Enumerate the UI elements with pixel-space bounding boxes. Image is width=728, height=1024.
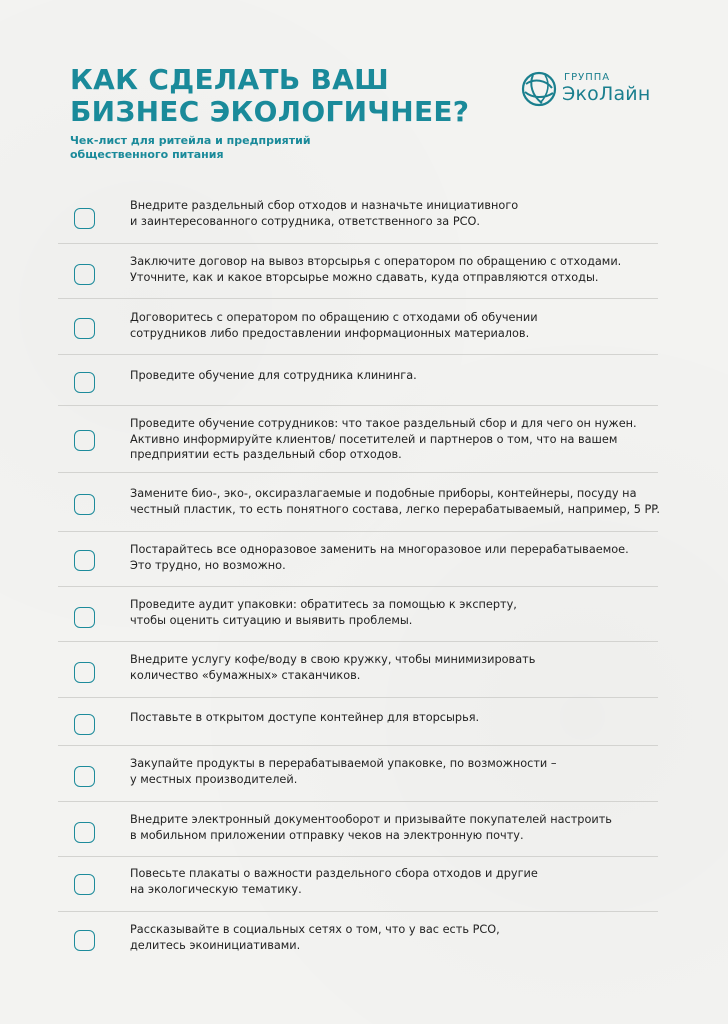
company-logo — [520, 70, 670, 110]
checklist-item-text — [130, 254, 622, 285]
checklist-item-line: предприятии есть раздельный сбор отходов. — [130, 448, 402, 461]
checklist-item-line: Внедрите услугу кофе/воду в свою кружку, чтобы минимизировать — [130, 653, 536, 666]
checklist-item-text — [130, 812, 612, 843]
checklist-item-line: Заключите договор на вывоз вторсырья с оператором по обращению с отходами. — [130, 255, 622, 268]
checklist-item-text — [130, 310, 600, 341]
checklist-item-line: Проведите обучение для сотрудника клининга. — [130, 369, 417, 382]
checklist-checkbox[interactable] — [74, 430, 95, 451]
checklist-checkbox[interactable] — [74, 494, 95, 515]
checklist-checkbox[interactable] — [74, 264, 95, 285]
checklist-checkbox[interactable] — [74, 550, 95, 571]
checklist-checkbox[interactable] — [74, 372, 95, 393]
checklist-item-line: Поставьте в открытом доступе контейнер для вторсырья. — [130, 711, 480, 724]
subtitle-line-1: Чек-лист для ритейла и предприятий — [70, 134, 311, 147]
checklist-divider — [58, 856, 658, 857]
checklist-item-line: честный пластик, то есть понятного состава, легко перерабатываемый, например, 5 PP. — [130, 502, 660, 516]
checklist-item-line: Внедрите раздельный сбор отходов и назначьте инициативного — [130, 199, 519, 212]
checklist-item-line: сотрудников либо предоставлении информационных материалов. — [130, 326, 530, 340]
checklist-item-line: количество «бумажных» стаканчиков. — [130, 668, 361, 682]
checklist-item-text — [130, 710, 600, 726]
checklist-divider — [58, 354, 658, 355]
checklist-item-text — [130, 652, 600, 683]
checklist-item-text — [130, 597, 600, 628]
checklist-divider — [58, 697, 658, 698]
checklist-divider — [58, 911, 658, 912]
page-title — [70, 64, 469, 128]
checklist-divider — [58, 298, 658, 299]
checklist-divider — [58, 641, 658, 642]
checklist-divider — [58, 243, 658, 244]
checklist-item-line: Активно информируйте клиентов/ посетителей и партнеров о том, что на вашем — [130, 432, 618, 446]
checklist-checkbox[interactable] — [74, 662, 95, 683]
checklist-checkbox[interactable] — [74, 208, 95, 229]
checklist-item-line: и заинтересованного сотрудника, ответственного за РСО. — [130, 214, 480, 228]
checklist-divider — [58, 405, 658, 406]
checklist-item-line: Замените био-, эко-, оксиразлагаемые и подобные приборы, контейнеры, посуду на — [130, 487, 637, 500]
checklist-checkbox[interactable] — [74, 766, 95, 787]
checklist-item-line: чтобы оценить ситуацию и выявить проблемы. — [130, 613, 413, 627]
page-subtitle — [70, 134, 311, 162]
title-line-1: КАК СДЕЛАТЬ ВАШ — [70, 63, 390, 96]
checklist-item-text — [130, 756, 600, 787]
checklist-item-line: на экологическую тематику. — [130, 882, 302, 896]
checklist-checkbox[interactable] — [74, 607, 95, 628]
checklist-item-line: Проведите аудит упаковки: обратитесь за помощью к эксперту, — [130, 598, 517, 611]
checklist-checkbox[interactable] — [74, 874, 95, 895]
logo-brand-name: ЭкоЛайн — [562, 83, 651, 105]
checklist-checkbox[interactable] — [74, 318, 95, 339]
subtitle-line-2: общественного питания — [70, 148, 224, 161]
title-line-2: БИЗНЕС ЭКОЛОГИЧНЕЕ? — [70, 95, 470, 128]
checklist-item-line: у местных производителей. — [130, 772, 298, 786]
checklist-checkbox[interactable] — [74, 822, 95, 843]
ecoline-logo-icon — [520, 70, 558, 108]
checklist-item-line: делитесь экоинициативами. — [130, 938, 301, 952]
checklist-divider — [58, 586, 658, 587]
checklist-item-line: Проведите обучение сотрудников: что такое раздельный сбор и для чего он нужен. — [130, 417, 637, 430]
checklist-item-line: Закупайте продукты в перерабатываемой упаковке, по возможности – — [130, 757, 557, 770]
checklist-item-line: Внедрите электронный документооборот и призывайте покупателей настроить — [130, 813, 612, 826]
checklist-divider — [58, 745, 658, 746]
checklist-checkbox[interactable] — [74, 714, 95, 735]
checklist-item-line: Договоритесь с оператором по обращению с отходами об обучении — [130, 311, 538, 324]
checklist-item-line: в мобильном приложении отправку чеков на электронную почту. — [130, 828, 524, 842]
checklist-item-text — [130, 198, 600, 229]
checklist-item-text — [130, 368, 600, 384]
checklist-item-text — [130, 542, 629, 573]
checklist-item-line: Уточните, как и какое вторсырье можно сдавать, куда отправляются отходы. — [130, 270, 599, 284]
checklist-item-text — [130, 486, 660, 517]
logo-group-label: ГРУППА — [564, 72, 611, 83]
checklist-checkbox[interactable] — [74, 930, 95, 951]
checklist-item-text — [130, 866, 600, 897]
checklist-divider — [58, 472, 658, 473]
checklist-item-line: Постарайтесь все одноразовое заменить на многоразовое или перерабатываемое. — [130, 543, 629, 556]
checklist-divider — [58, 801, 658, 802]
checklist-item-text — [130, 416, 637, 463]
checklist-divider — [58, 531, 658, 532]
checklist-item-line: Это трудно, но возможно. — [130, 558, 286, 572]
checklist-item-text — [130, 922, 600, 953]
checklist-item-line: Рассказывайте в социальных сетях о том, что у вас есть РСО, — [130, 923, 500, 936]
checklist-item-line: Повесьте плакаты о важности раздельного сбора отходов и другие — [130, 867, 538, 880]
